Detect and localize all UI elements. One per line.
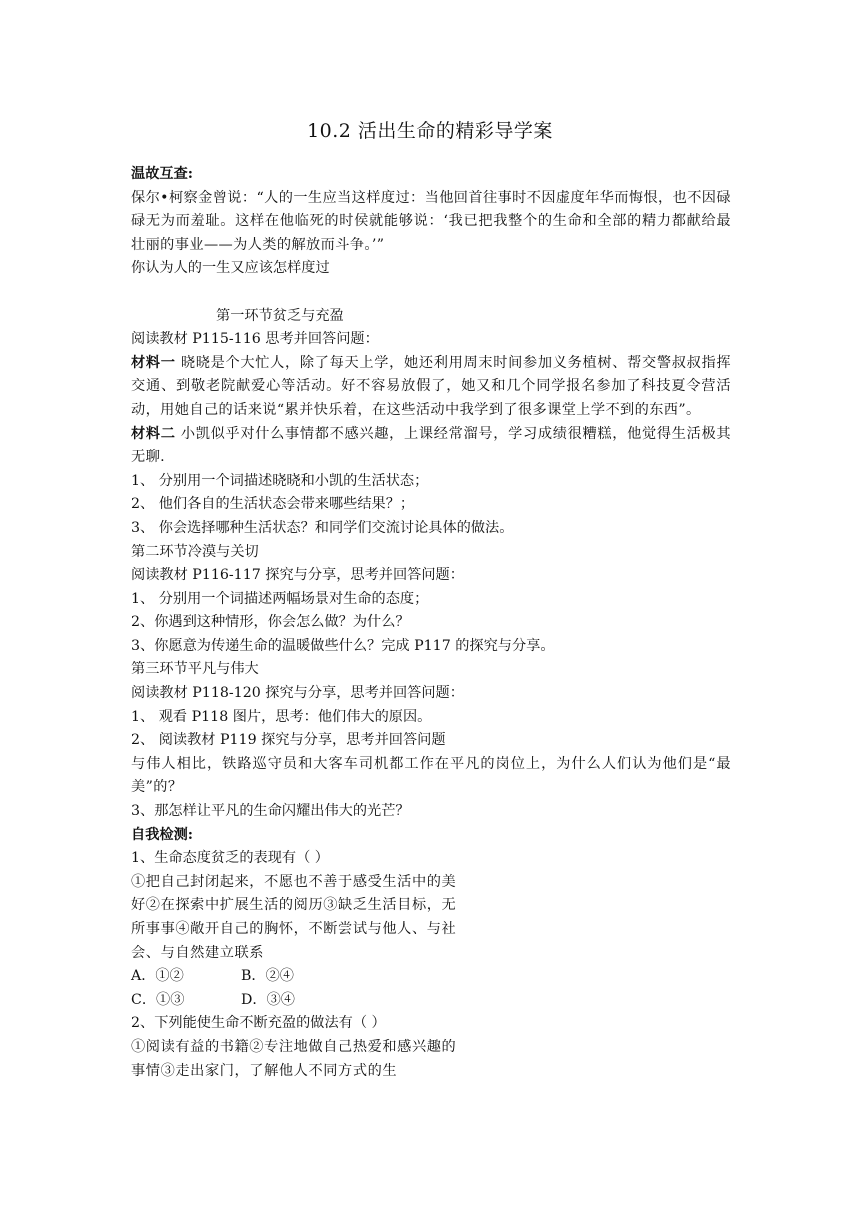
section2-read: 阅读教材 P116-117 探究与分享，思考并回答问题： — [131, 567, 464, 584]
section1-read: 阅读教材 P115-116 思考并回答问题： — [131, 331, 379, 348]
item1-options-row2 — [131, 989, 731, 1013]
section1-question-3: 3、 你会选择哪种生活状态？和同学们交流讨论具体的做法。 — [131, 519, 514, 536]
section2-question-3: 3、你愿意为传递生命的温暖做些什么？完成 P117 的探究与分享。 — [131, 637, 555, 654]
option-a: A．①② — [131, 968, 184, 985]
section3-question-3: 3、那怎样让平凡的生命闪耀出伟大的光芒？ — [131, 803, 410, 820]
section1-question-2: 2、 他们各自的生活状态会带来哪些结果？； — [131, 496, 415, 513]
section1-heading: 第一环节贫乏与充盈 — [216, 307, 344, 324]
material-two-label: 材料二 — [131, 425, 176, 442]
section3-read: 阅读教材 P118-120 探究与分享，思考并回答问题： — [131, 685, 464, 702]
section3-question-1: 1、 观看 P118 图片，思考：他们伟大的原因。 — [131, 708, 432, 725]
review-quote: 保尔•柯察金曾说：“人的一生应当这样度过：当他回首往事时不因虚度年华而悔恨，也不因碌碌无为而羞耻。这样在他临死的时侯就能够说：‘我已把我整个的生命和全部的精力都献给最壮丽的事业——为人类的解放而斗争。’” — [131, 189, 731, 253]
item2-body: ①阅读有益的书籍②专注地做自己热爱和感兴趣的事情③走出家门，了解他人不同方式的生 — [131, 1038, 457, 1079]
item1-body: ①把自己封闭起来，不愿也不善于感受生活中的美好②在探索中扩展生活的阅历③缺乏生活目标，无所事事④敞开自己的胸怀，不断尝试与他人、与社会、与自然建立联系 — [131, 873, 457, 961]
material-one-text: 晓晓是个大忙人，除了每天上学，她还利用周末时间参加义务植树、帮交警叔叔指挥交通、到敬老院献爱心等活动。好不容易放假了，她又和几个同学报名参加了科技夏令营活动，用她自己的话来说“累并快乐着，在这些活动中我学到了很多课堂上学不到的东西”。 — [131, 354, 732, 418]
section2-question-2: 2、你遇到这种情形，你会怎么做？为什么？ — [131, 614, 410, 631]
material-one — [131, 352, 731, 423]
item1-options-row1 — [131, 965, 731, 989]
section3-question-2-text: 与伟人相比，铁路巡守员和大客车司机都工作在平凡的岗位上，为什么人们认为他们是“最美”的？ — [131, 755, 731, 796]
option-b: B．②④ — [241, 968, 294, 985]
section2-heading: 第二环节冷漠与关切 — [131, 543, 259, 560]
self-check-heading: 自我检测: — [131, 826, 193, 843]
material-one-label: 材料一 — [131, 354, 176, 371]
material-two-text: 小凯似乎对什么事情都不感兴趣，上课经常溜号，学习成绩很糟糕，他觉得生活极其无聊. — [131, 425, 732, 466]
material-two — [131, 423, 731, 470]
option-c: C．①③ — [131, 991, 185, 1008]
item1-stem: 1、生命态度贫乏的表现有（ ） — [131, 850, 329, 867]
page-title: 10.2 活出生命的精彩导学案 — [307, 120, 553, 142]
item2-stem: 2、下列能使生命不断充盈的做法有（ ） — [131, 1015, 386, 1032]
section2-question-1: 1、 分别用一个词描述两幅场景对生命的态度； — [131, 590, 429, 607]
option-d: D．③④ — [241, 991, 295, 1008]
spacer — [131, 281, 731, 305]
section3-heading: 第三环节平凡与伟大 — [131, 661, 259, 678]
review-heading: 温故互查: — [131, 166, 193, 182]
section1-question-1: 1、 分别用一个词描述晓晓和小凯的生活状态； — [131, 472, 429, 489]
review-question: 你认为人的一生又应该怎样度过 — [131, 260, 330, 277]
document-body — [131, 163, 731, 1083]
section3-question-2: 2、 阅读教材 P119 探究与分享，思考并回答问题 — [131, 732, 446, 749]
